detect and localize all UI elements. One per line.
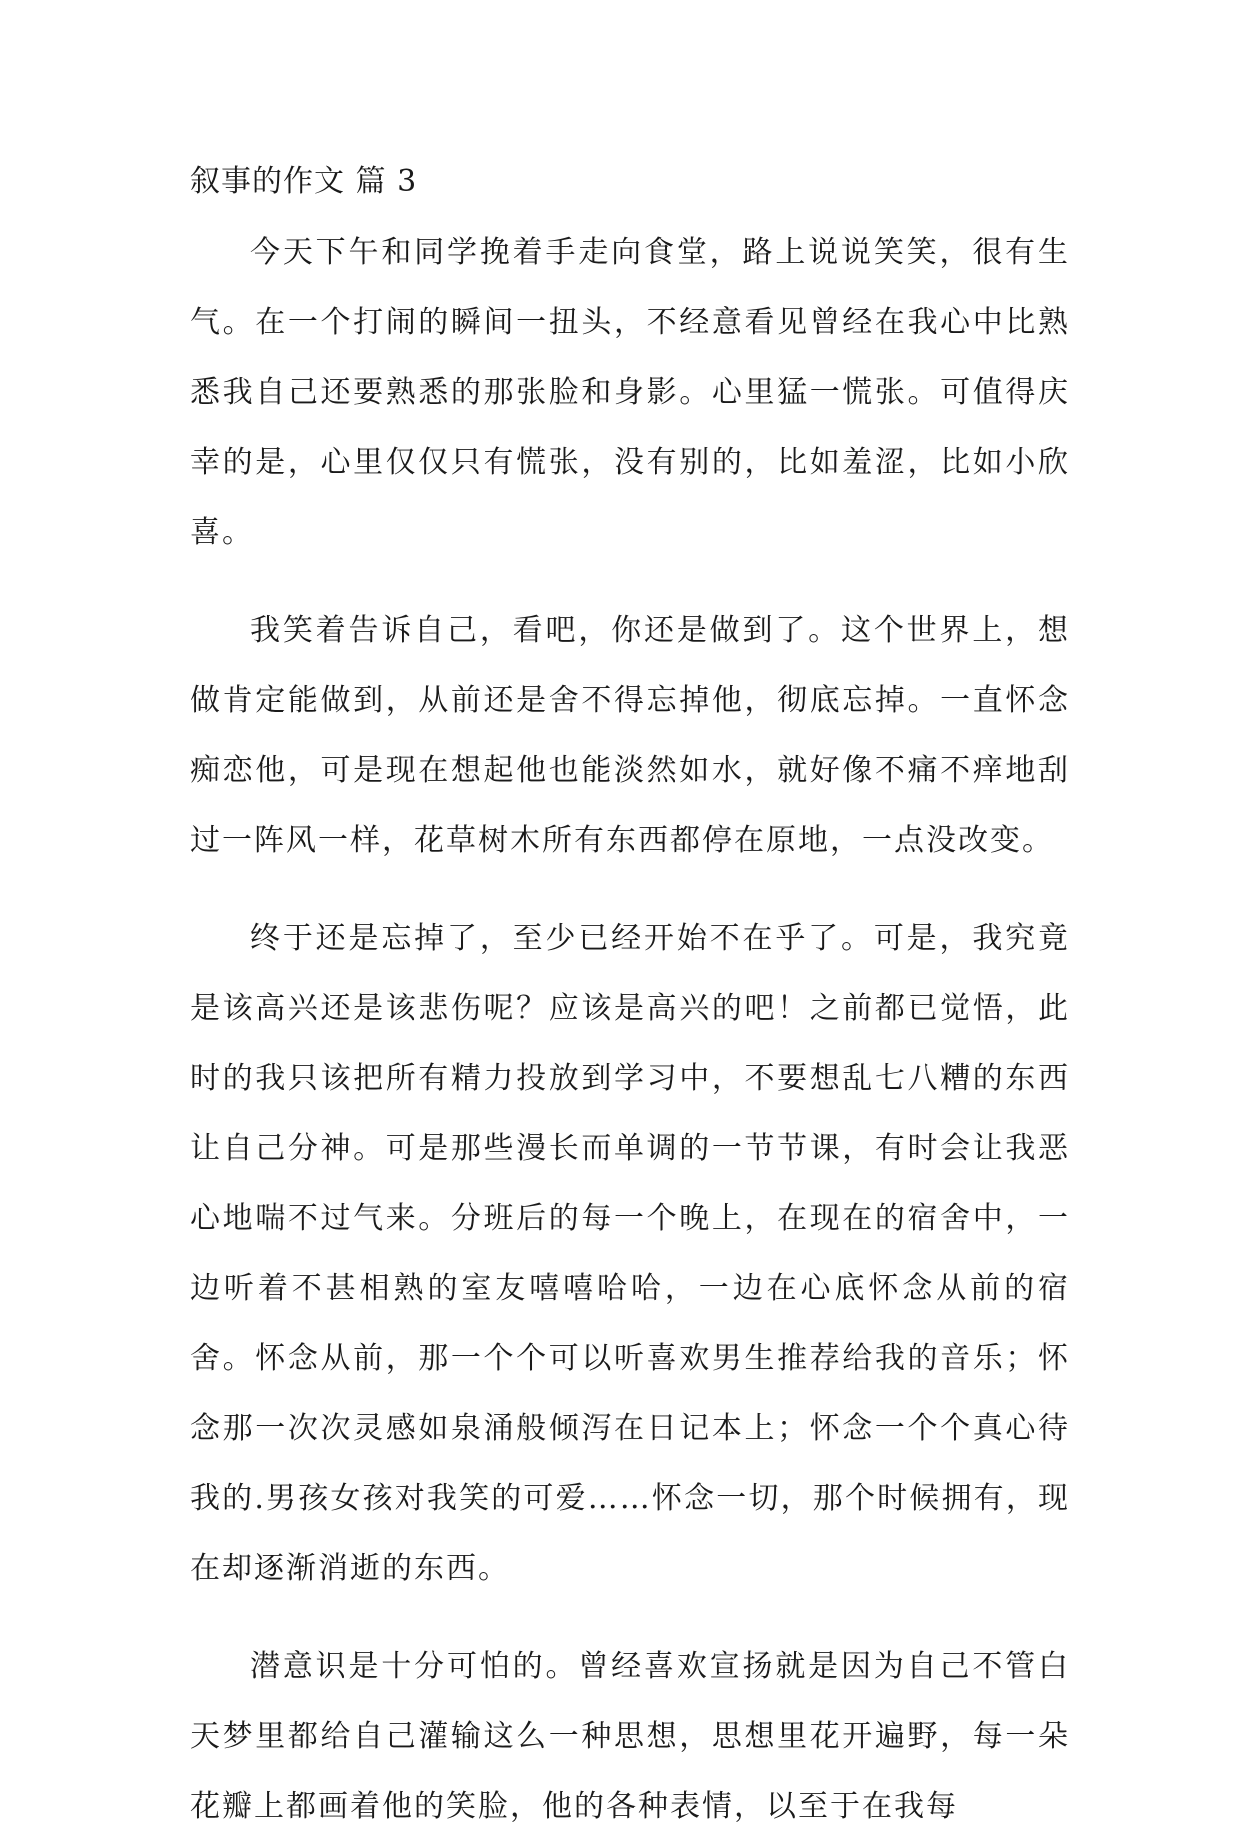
paragraph-4: 潜意识是十分可怕的。曾经喜欢宣扬就是因为自己不管白天梦里都给自己灌输这么一种思想，思想里花开遍野，每一朵花瓣上都画着他的笑脸，他的各种表情，以至于在我每 [190, 1649, 1070, 1824]
paragraph-1: 今天下午和同学挽着手走向食堂，路上说说笑笑，很有生气。在一个打闹的瞬间一扭头，不经意看见曾经在我心中比熟悉我自己还要熟悉的那张脸和身影。心里猛一慌张。可值得庆幸的是，心里仅仅只有慌张，没有别的，比如羞涩，比如小欣喜。 [190, 235, 1070, 550]
paragraph-2: 我笑着告诉自己，看吧，你还是做到了。这个世界上，想做肯定能做到，从前还是舍不得忘掉他，彻底忘掉。一直怀念痴恋他，可是现在想起他也能淡然如水，就好像不痛不痒地刮过一阵风一样，花草树木所有东西都停在原地，一点没改变。 [190, 613, 1070, 858]
document-title: 叙事的作文 篇 3 [190, 164, 418, 199]
document-body [190, 162, 1070, 1842]
paragraph-3: 终于还是忘掉了，至少已经开始不在乎了。可是，我究竟是该高兴还是该悲伤呢？应该是高兴的吧！之前都已觉悟，此时的我只该把所有精力投放到学习中，不要想乱七八糟的东西让自己分神。可是那些漫长而单调的一节节课，有时会让我恶心地喘不过气来。分班后的每一个晚上，在现在的宿舍中，一边听着不甚相熟的室友嘻嘻哈哈，一边在心底怀念从前的宿舍。怀念从前，那一个个可以听喜欢男生推荐给我的音乐；怀念那一次次灵感如泉涌般倾泻在日记本上；怀念一个个真心待我的.男孩女孩对我笑的可爱……怀念一切，那个时候拥有，现在却逐渐消逝的东西。 [190, 921, 1070, 1586]
